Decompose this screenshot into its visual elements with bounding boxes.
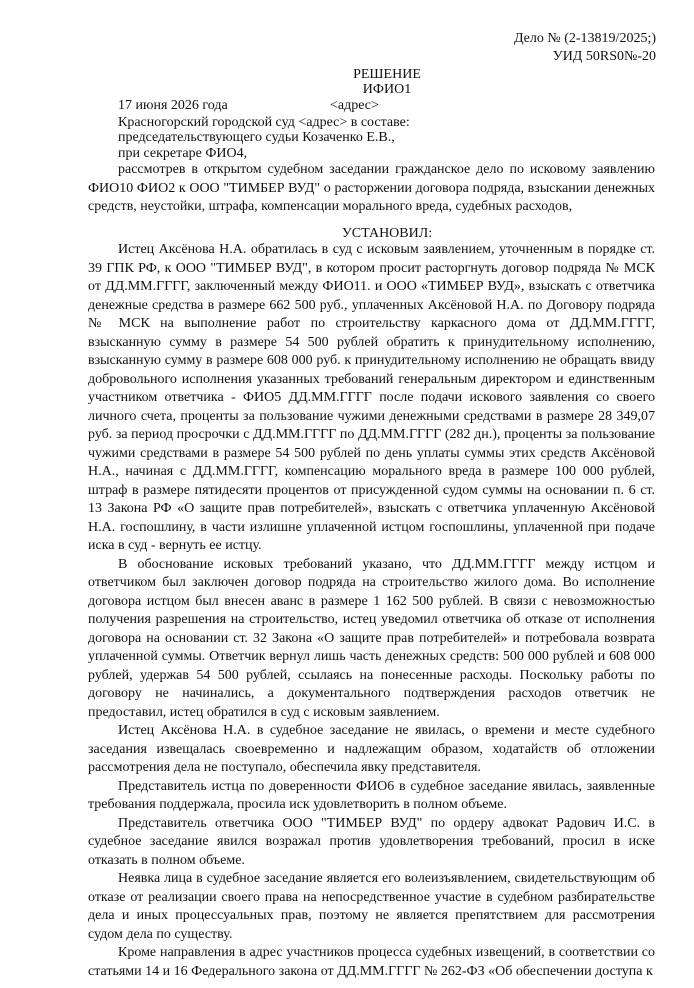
paragraph-grounds: В обоснование исковых требований указано, что ДД.ММ.ГГГГ между истцом и ответчиком был заключен договор подряда на строительство жилого дома. Во исполнение договора истцом был внесен аванс в размере 1 162 500 рублей. В связи с невозможностью получения разрешения на строительство, истец уведомил ответчика об отказе от исполнения договора на основании ст. 32 Закона «О защите прав потребителей» и потребовала возврата уплаченной суммы. Ответчик вернул лишь часть денежных средств: 500 000 рублей и 608 000 рублей, удержав 54 500 рублей, ссылаясь на понесенные расходы. Поскольку работы по договору не начинались, а документального подтверждения расходов ответчик не предоставил, истец обратился в суд с исковым заявлением. bbox=[88, 556, 655, 720]
paragraph-claims: Истец Аксёнова Н.А. обратилась в суд с исковым заявлением, уточненным в порядке ст. 39 ГПК РФ, к ООО "ТИМБЕР ВУД", в котором просит расторгнуть договор подряда № МСК от ДД.ММ.ГГГГ, заключенный между ФИО11. и ООО «ТИМБЕР ВУД», взыскать с ответчика денежные средства в размере 662 500 руб., уплаченных Аксёновой Н.А. по Договору подряда № МСК на выполнение работ по строительству каркасного дома от ДД.ММ.ГГГГ, взысканную сумму в размере 54 500 рублей обратить к принудительному исполнению, взысканную сумму в размере 608 000 руб. к принудительному исполнению не обращать ввиду добровольного исполнения указанных требований генеральным директором и единственным участником ответчика - ФИО5 ДД.ММ.ГГГГ после подачи искового заявления со своего личного счета, проценты за пользование чужими денежными средствами в размере 28 349,07 руб. за период просрочки с ДД.ММ.ГГГГ по ДД.ММ.ГГГГ (282 дн.), проценты за пользование чужими средствами в размере 54 500 рублей по день уплаты суммы этих средств Аксёновой Н.А., начиная с ДД.ММ.ГГГГ, компенсацию морального вреда в размере 100 000 рублей, штраф в размере пятидесяти процентов от присужденной судом суммы на основании п. 6 ст. 13 Закона РФ «О защите прав потребителей», взыскать с ответчика уплаченную Аксёновой Н.А. госпошлину, в части излишне уплаченной истцом госпошлины, уплаченной при подаче иска в суд - вернуть ее истцу. bbox=[88, 242, 655, 553]
decision-date: 17 июня 2026 года bbox=[118, 98, 228, 113]
intro-paragraph: рассмотрев в открытом судебном заседании гражданское дело по исковому заявлению ФИО10 ФИО2 к ООО "ТИМБЕР ВУД" о расторжении договора подряда, взыскании денежных средств, неустойки, штрафа, компенсации морального вреда, судебных расходов, bbox=[88, 162, 655, 214]
intro-block bbox=[88, 161, 655, 217]
case-uid: УИД 50RS0№-20 bbox=[552, 49, 656, 64]
section-heading: УСТАНОВИЛ: bbox=[341, 226, 433, 241]
paragraph-plaintiff-representative: Представитель истца по доверенности ФИО6 в судебное заседание явилась, заявленные требования поддержала, просила иск удовлетворить в полном объеме. bbox=[88, 778, 655, 812]
decision-address: <адрес> bbox=[330, 98, 379, 113]
document-title: РЕШЕНИЕ bbox=[353, 67, 421, 82]
paragraph-non-appearance: Неявка лица в судебное заседание является его волеизъявлением, свидетельствующим об отказе от реализации своего права на непосредственное участие в судебном разбирательстве дела и иных процессуальных прав, поэтому не является препятствием для рассмотрения судом дела по существу. bbox=[88, 871, 655, 942]
body-text bbox=[88, 241, 655, 981]
paragraph-defendant-representative: Представитель ответчика ООО "ТИМБЕР ВУД" по ордеру адвокат Радович И.С. в судебное заседание явился возражал против удовлетворения требований, просил в иске отказать в полном объеме. bbox=[88, 815, 655, 868]
court-line: Красногорский городской суд <адрес> в составе: bbox=[118, 115, 410, 130]
judge-line: председательствующего судьи Козаченко Е.В., bbox=[118, 130, 395, 145]
paragraph-notifications: Кроме направления в адрес участников процесса судебных извещений, в соответствии со статьями 14 и 16 Федерального закона от ДД.ММ.ГГГГ № 262-ФЗ «Об обеспечении доступа к bbox=[88, 945, 655, 979]
secretary-line: при секретаре ФИО4, bbox=[118, 146, 248, 161]
case-number: Дело № (2-13819/2025;) bbox=[513, 31, 656, 46]
document-subtitle: ИФИО1 bbox=[362, 82, 412, 97]
case-header bbox=[514, 30, 656, 66]
paragraph-plaintiff-absence: Истец Аксёнова Н.А. в судебное заседание не явилась, о времени и месте судебного заседания извещалась своевременно и надлежащим образом, ходатайств об отложении рассмотрения дела не поступало, обеспечила явку представителя. bbox=[88, 723, 655, 775]
